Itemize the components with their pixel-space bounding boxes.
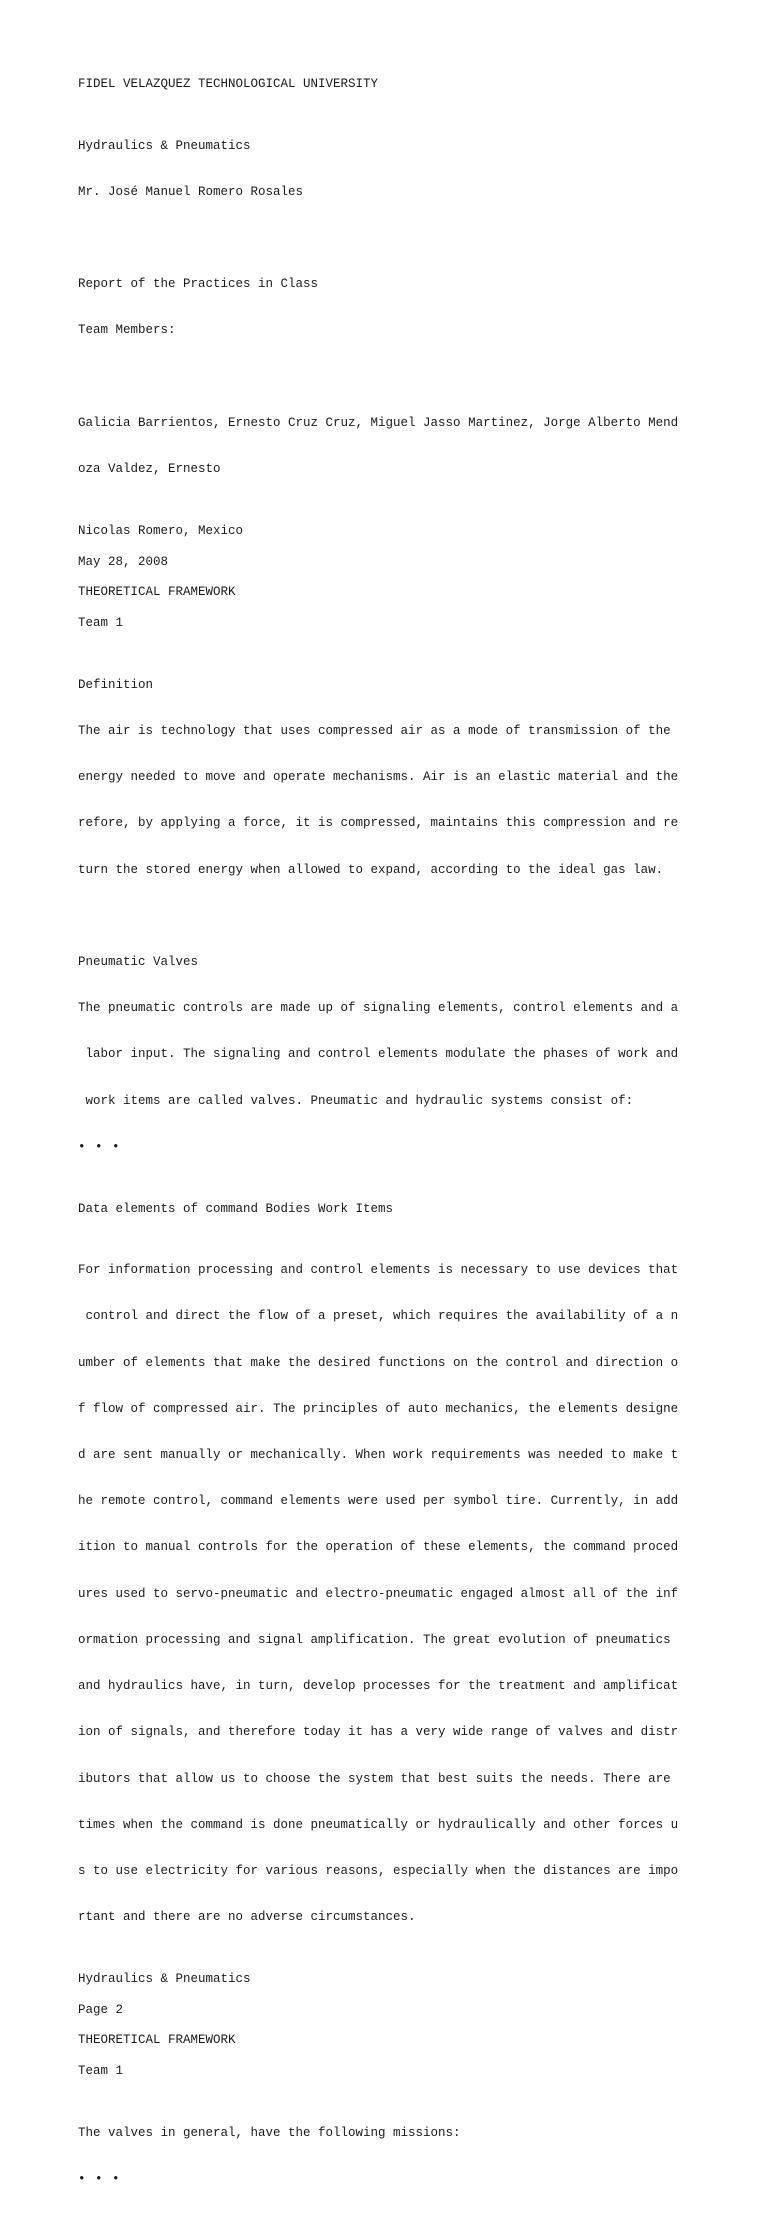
paragraph-line: ion of signals, and therefore today it has a very wide range of valves and distr [78, 1725, 679, 1740]
definition-heading: Definition [78, 677, 154, 692]
report-title: Report of the Practices in Class [78, 277, 319, 292]
location: Nicolas Romero, Mexico [78, 523, 244, 538]
team-members-label: Team Members: [78, 323, 176, 338]
paragraph-line: times when the command is done pneumatically or hydraulically and other forces u [78, 1817, 679, 1832]
paragraph-line: ition to manual controls for the operation of these elements, the command proced [78, 1540, 679, 1555]
university-name: FIDEL VELAZQUEZ TECHNOLOGICAL UNIVERSITY [78, 77, 379, 91]
paragraph-line: s to use electricity for various reasons, especially when the distances are impo [78, 1863, 679, 1878]
course-block [78, 108, 768, 231]
paragraph-line: control and direct the flow of a preset, which requires the availability of a n [78, 1309, 679, 1324]
paragraph-line: ures used to servo-pneumatic and electro-pneumatic engaged almost all of the inf [78, 1586, 679, 1601]
pneumatic-valves-text-line: The pneumatic controls are made up of signaling elements, control elements and a [78, 1001, 679, 1016]
paragraph-line: For information processing and control elements is necessary to use devices that [78, 1263, 679, 1278]
pneumatic-valves-section [78, 924, 768, 1186]
paragraph-line: umber of elements that make the desired functions on the control and direction o [78, 1355, 679, 1370]
section-title: THEORETICAL FRAMEWORK [78, 2033, 236, 2048]
paragraph-line: ormation processing and signal amplification. The great evolution of pneumatics [78, 1632, 671, 1647]
definition-text-line: refore, by applying a force, it is compressed, maintains this compression and re [78, 816, 679, 831]
team-label: Team 1 [78, 616, 124, 631]
team-members-line: oza Valdez, Ernesto [78, 462, 221, 477]
missions-section [78, 2095, 768, 2218]
team-members-line: Galicia Barrientos, Ernesto Cruz Cruz, Miguel Jasso Martinez, Jorge Alberto Mend [78, 415, 679, 430]
pneumatic-valves-heading: Pneumatic Valves [78, 955, 199, 970]
definition-text-line: The air is technology that uses compressed air as a mode of transmission of the [78, 723, 671, 738]
information-processing-paragraph [78, 1232, 768, 1956]
team-label: Team 1 [78, 2064, 124, 2079]
definition-text-line: turn the stored energy when allowed to expand, according to the ideal gas law. [78, 862, 664, 877]
paragraph-line: f flow of compressed air. The principles of auto mechanics, the elements designe [78, 1401, 679, 1416]
date: May 28, 2008 [78, 554, 169, 569]
pneumatic-valves-text-line: labor input. The signaling and control elements modulate the phases of work and [78, 1047, 679, 1062]
course-title: Hydraulics & Pneumatics [78, 138, 251, 153]
paragraph-line: rtant and there are no adverse circumstances. [78, 1910, 416, 1925]
team-members-list [78, 385, 768, 508]
bullet-list-markers: • • • [78, 2172, 121, 2186]
paragraph-line: he remote control, command elements were used per symbol tire. Currently, in add [78, 1494, 679, 1509]
footer-course: Hydraulics & Pneumatics [78, 1971, 251, 1986]
report-block [78, 246, 768, 369]
instructor-name: Mr. José Manuel Romero Rosales [78, 184, 304, 199]
page-number: Page 2 [78, 2002, 124, 2017]
definition-section [78, 647, 768, 909]
data-elements-heading: Data elements of command Bodies Work Items [78, 1201, 394, 1216]
missions-intro: The valves in general, have the following missions: [78, 2125, 461, 2140]
definition-text-line: energy needed to move and operate mechanisms. Air is an elastic material and the [78, 770, 679, 785]
paragraph-line: ibutors that allow us to choose the system that best suits the needs. There are [78, 1771, 671, 1786]
paragraph-line: and hydraulics have, in turn, develop processes for the treatment and amplificat [78, 1679, 679, 1694]
section-title: THEORETICAL FRAMEWORK [78, 585, 236, 600]
bullet-list-markers: • • • [78, 1139, 121, 1154]
pneumatic-valves-text-line: work items are called valves. Pneumatic and hydraulic systems consist of: [78, 1093, 634, 1108]
paragraph-line: d are sent manually or mechanically. When work requirements was needed to make t [78, 1447, 679, 1462]
